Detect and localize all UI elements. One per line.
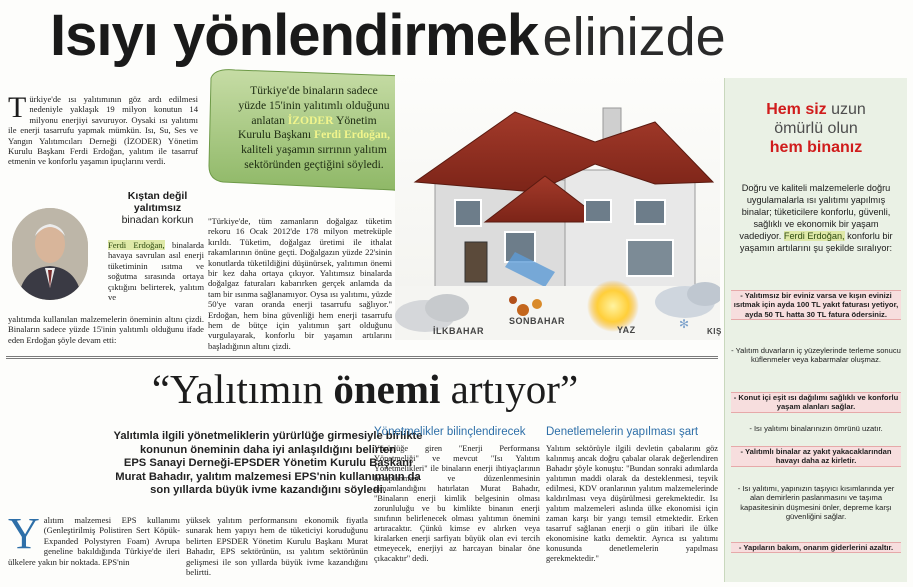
lead-line-5: son yıllarda büyük ivme kazandığını söyledi. <box>150 484 386 497</box>
season-autumn: SONBAHAR <box>509 316 566 326</box>
side-title-light: uzun <box>831 101 866 118</box>
portrait-photo <box>12 208 88 300</box>
side-bullet-2: - Yalıtım duvarların iç yüzeylerinde terleme sonucu küflenmeler veya kabarmalar oluşmaz. <box>731 346 901 365</box>
section-title-regulations: Yönetmelikler bilinçlendirecek <box>374 426 526 438</box>
headline-bold: Isıyı yönlendirmek <box>50 3 539 68</box>
season-summer: YAZ <box>617 325 636 335</box>
side-bullet-7: - Yapıların bakım, onarım giderlerini azaltır. <box>731 542 901 553</box>
bubble-person: Ferdi Erdoğan, <box>314 128 391 142</box>
bubble-line-4 <box>215 128 413 143</box>
bubble-line-1: Türkiye'de binaların sadece <box>250 84 378 97</box>
bubble-line-2: yüzde 15'inin yalıtımlı olduğunu <box>238 98 390 112</box>
kistan-heading-line1: Kıştan değil yalıtımsız <box>127 190 188 214</box>
bottom-column-1 <box>8 509 180 567</box>
portrait-image <box>12 208 88 300</box>
section-title-inspections: Denetlemelerin yapılması şart <box>546 426 699 438</box>
bubble-line-3 <box>215 114 413 129</box>
kistan-text-full: yalıtımda kullanılan malzemelerin öneminin altını çizdi. Binaların sadece yüzde 15'inin yalıtımlı olduğunu ifade eden Erdoğan şöyle devam etti: <box>8 314 204 345</box>
intro-text: ürkiye'de ısı yalıtımının göz ardı edilmesi nedeniyle yaklaşık 19 milyon konutun 14 milyonu enerjiyi savuruyor. Oysaki ısı yalıtımı ile enerji tasarrufu yapmak mümkün. Isı, Su, Ses ve Yangın Yalıtımcıları Derneği (İZODER) Yönetim Kurulu Başkanı Ferdi Erdoğan, yalıtım ile tasarruf etmenin ve konforlu yaşamın ipuçlarını verdi. <box>8 94 198 167</box>
quote-part2: artıyor” <box>450 366 579 412</box>
season-spring: İLKBAHAR <box>433 326 484 336</box>
bubble-line-4a: Kurulu Başkanı <box>237 128 312 142</box>
side-title-bold: Hem siz <box>766 101 827 118</box>
side-bullet-5: - Yalıtımlı binalar az yakıt yakacaklarından havayı daha az kirletir. <box>731 446 901 467</box>
kistan-text-right <box>108 240 204 302</box>
bottom-column-2: yüksek yalıtım performansını ekonomik fiyatla sunarak hem yapıyı hem de tüketiciyi koruduğunu belirten EPSDER Yönetim Kurulu Başkanı Murat Bahadır, EPS sektörünün, ısı yalıtım sektörünün gelişmesi ile son yıllarda büyük ivme kazandığını belirtti. <box>186 515 368 578</box>
side-body-text: Doğru ve kaliteli malzemelerle doğru uygulamalarla ısı yalıtımı yapılmış binalar; tüketicilere konforlu, güvenli, sağlıklı ve ekonomik bir yaşam vadediyor. <box>739 183 891 241</box>
section-divider <box>6 356 718 359</box>
side-title-line1 <box>725 100 907 119</box>
section-text-inspections: Yalıtım sektörüyle ilgili devletin çabalarını göz kalınmış ancak doğru çabalar olarak değerlendiren Bahadır şöyle konuştu: "Bundan sonraki adımlarda yalıtımın maddi olarak da desteklenmesi, teşvik edilmesi, KDV oranlarının yalıtım malzemelerinde kaldırılması veya düşürülmesi gerekmektedir. Isı yalıtım malzemeleri aslında ülke ekonomisi için zaman karşı bir yangı temsil etmektedir. Erken tasarruf sağlanan enerji o gün itibari ile ülke ekonomisine katkı demektir. Ayrıca ısı yalıtımı konusunda denetlemelerin yapılması gerekmektedir." <box>546 444 718 563</box>
middle-column-text: "Türkiye'de, tüm zamanların doğalgaz tüketim rekoru 16 Ocak 2012'de 178 milyon metreküple kırıldı. Tüketim, doğalgaz üretimi ile ithalat rakamlarının önüne geçti. Doğalgazın yüzde 22'sinin konutlarda tüketildiğini düşünürsek, yalıtımın önemi bir kez daha ortaya çıkıyor. Yalıtımsız binalarda doğalgaz faturaları kabarırken gerçek anlamda da tam bir ısınma sağlanamıyor. Oysa ısı yalıtımı, yüzde 50'ye varan oranda enerji tasarrufu sağlıyor." Erdoğan, hem bina güvenliği hem enerji tasarrufu hem de bütçe için yalıtımın şart olduğunu vurgulayarak, konforlu bir yaşamın artılarını başladığının altını çizdi. <box>208 216 392 351</box>
lead-line-2: konunun öneminin daha iyi anlaşıldığını belirten <box>139 443 397 456</box>
bottom-dropcap: Y <box>8 509 40 558</box>
quote-bubble <box>205 68 423 196</box>
intro-paragraph <box>8 91 198 167</box>
kistan-heading <box>110 190 205 226</box>
lead-line-4: Murat Bahadır, yalıtım malzemesi EPS'nin kullanımının da <box>115 470 421 483</box>
kistan-name: Ferdi Erdoğan, <box>108 240 165 250</box>
side-bullet-3: - Konut içi eşit ısı dağılımı sağlıklı ve konforlu yaşam alanları sağlar. <box>731 392 901 413</box>
lead-line-1: Yalıtımla ilgili yönetmeliklerin yürürlüğe girmesiyle birlikte <box>113 430 423 442</box>
side-title <box>725 100 907 157</box>
side-body-name: Ferdi Erdoğan, <box>783 231 845 241</box>
bubble-line-3a: anlatan <box>251 113 285 127</box>
bubble-org: İZODER <box>287 113 334 127</box>
side-bullet-4: - Isı yalıtımı binalarınızın ömrünü uzatır. <box>749 424 883 433</box>
kistan-heading-line2: binadan korkun <box>121 214 194 226</box>
season-winter: KIŞ <box>707 327 722 336</box>
bottom-col1-text: alıtım malzemesi EPS kullanımı (Genleştirilmiş Polistiren Sert Köpük-Expanded Polystyren Foam) Avrupa geneline bakıldığında Türkiye'de ileri ülkelere yakın bir noktada. EPS'nin <box>8 515 180 567</box>
bubble-text <box>215 84 413 173</box>
side-bullet-1: - Yalıtımsız bir eviniz varsa ve kışın evinizi ısıtmak için ayda 100 TL yakıt faturası yetiyor, ayda 50 TL hatta 30 TL fatura ödersiniz. <box>731 290 901 320</box>
bubble-line-6: sektöründen geçtiğini söyledi. <box>244 157 384 171</box>
headline <box>50 4 870 68</box>
quote-bold: önemi <box>333 366 441 412</box>
bubble-line-5: kaliteli yaşamın sırrının yalıtım <box>241 143 387 157</box>
section-text-regulations: Yürürlüğe giren "Enerji Performansı Yönetmeliği" ve mevcut "Isı Yalıtım Yönetmelikleri" ile binaların enerji ihtiyaçlarının hesaplanması ve düzenlenmesinin tamamlandığını hatırlatan Murat Bahadır, "Binaların enerji kimlik belgesinin olması zorunluluğu ve bu kimlikte binanın enerji sınıfının belirlenecek olması yalıtımın önemini artıracaktır. Çünkü kimse ev alırken veya kiralarken enerji sarfiyatı büyük olan evi tercih etmeyecek, enerjiyi az harcayan binalar öne çıkacaktır" dedi. <box>374 444 540 563</box>
side-panel <box>724 78 907 582</box>
intro-dropcap: T <box>8 91 27 124</box>
headline-light: elinizde <box>542 7 726 67</box>
side-body-text2: konforlu bir yaşamın artılarını şu şekilde sıralıyor: <box>739 231 893 253</box>
kistan-text: binalarda havaya savrulan asıl enerji tüketiminin ısıtma ve soğutma sırasında ortaya çıktığını belirterek, yalıtım ve <box>108 240 204 303</box>
bubble-line-3c: Yönetim <box>336 113 377 127</box>
side-title-line3: hem binanız <box>769 139 863 156</box>
side-title-line2: ömürlü olun <box>774 120 858 137</box>
svg-text:✻: ✻ <box>679 317 690 331</box>
house-image <box>395 72 720 340</box>
side-body <box>733 182 899 254</box>
side-bullet-6: - Isı yalıtımı, yapınızın taşıyıcı kısımlarında yer alan demirlerin paslanmasını ve taşıma kapasitesinin düşmesini önler, depreme karşı güvenliğini sağlar. <box>737 484 895 522</box>
quote-part1: “Yalıtımın <box>151 366 324 412</box>
house-illustration <box>395 72 720 340</box>
lead-line-3: EPS Sanayi Derneği-EPSDER Yönetim Kurulu Başkanı <box>123 457 413 470</box>
section-quote <box>95 362 635 416</box>
